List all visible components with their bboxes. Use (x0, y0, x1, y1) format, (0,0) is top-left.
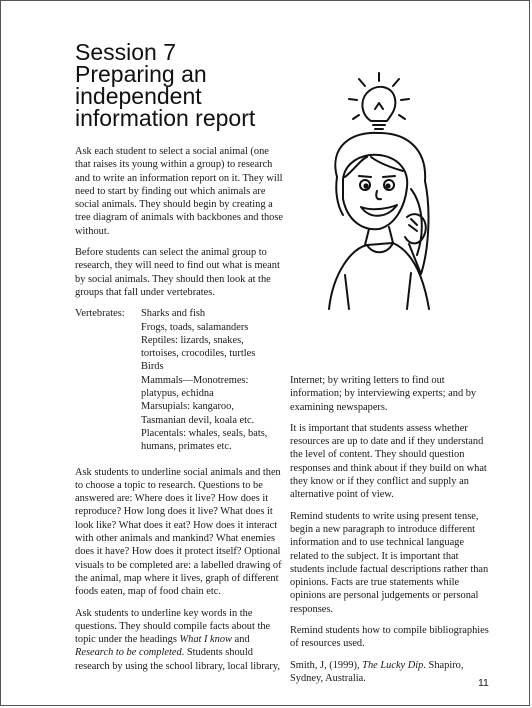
paragraph: Remind students to write using present tense, begin a new paragraph to introduce different information and to use technical language related to the subject. It is important that students include factual descriptions rather than opinions. Facts are true statements while opinions are personal judgements or personal responses. (290, 510, 489, 615)
title-line: Session 7 (75, 39, 177, 65)
text-run: Smith, J, (1999), (290, 659, 363, 671)
paragraph: Ask each student to select a social animal (one that raises its young within a group) to research and to write an information report on it. They will need to start by finding out which animals are social animals. They should begin by creating a tree diagram of animals with backbones and those without. (75, 146, 284, 237)
list-item: Marsupials: kangaroo, (141, 401, 234, 413)
list-item: platypus, echidna (141, 388, 214, 400)
vertebrates-list (75, 307, 285, 453)
list-item: Placentals: whales, seals, bats, (141, 427, 268, 439)
page-number: 11 (478, 677, 489, 689)
list-item: Frogs, toads, salamanders (141, 321, 249, 333)
paragraph: Before students can select the animal group to research, they will need to find out what is meant by social animals. They should then look at the groups that fall under vertebrates. (75, 247, 280, 298)
girl-lightbulb-illustration (299, 59, 469, 329)
title-line: independent (75, 83, 202, 109)
paragraph: Internet; by writing letters to find out information; by interviewing experts; and by examining newspapers. (290, 375, 477, 413)
list-item: Reptiles: lizards, snakes, (141, 334, 244, 346)
title-line: Preparing an (75, 61, 207, 87)
list-item: Mammals—Monotremes: (141, 374, 249, 386)
list-item: tortoises, crocodiles, turtles (141, 348, 256, 360)
list-item: Sharks and fish (141, 308, 206, 320)
text-run: . Students should research by using the school library, local library, (75, 647, 280, 672)
paragraph: It is important that students assess whether resources are up to date and if they understand the level of content. They should question responses and think about if they build on what they know or if they conflict and supply an alternative point of view. (290, 422, 487, 501)
list-item: humans, primates etc. (141, 441, 232, 453)
book-title: The Lucky Dip (362, 659, 424, 671)
page-title (75, 41, 275, 129)
left-column (75, 145, 285, 681)
text-run: Ask students to underline key words in the questions. They should compile facts about the topic under the headings (75, 607, 271, 646)
paragraph (75, 607, 285, 673)
right-column (290, 374, 490, 693)
citation (290, 659, 490, 686)
text-run: . Shapiro, Sydney, Australia. (290, 659, 464, 684)
list-item: Tasmanian devil, koala etc. (141, 414, 255, 426)
paragraph: Ask students to underline social animals and then to choose a topic to research. Questions to be answered are: Where does it live? How does it reproduce? How long does it live? What does it look like? What does it eat? How does it interact with other animals and mankind? What enemies does it have? How does it protect itself? Optional visuals to be completed are: a labelled drawing of the animal, map where it lives, graph of different foods eaten, map of food chain etc. (75, 466, 282, 598)
list-item: Birds (141, 361, 164, 373)
text-run: and (232, 634, 250, 646)
emphasis-text: What I know (179, 634, 232, 646)
emphasis-text: Research to be completed (75, 647, 182, 659)
list-items (141, 307, 285, 453)
title-line: information report (75, 105, 256, 131)
paragraph: Remind students how to compile bibliographies of resources used. (290, 625, 489, 650)
list-label: Vertebrates: (75, 308, 125, 320)
